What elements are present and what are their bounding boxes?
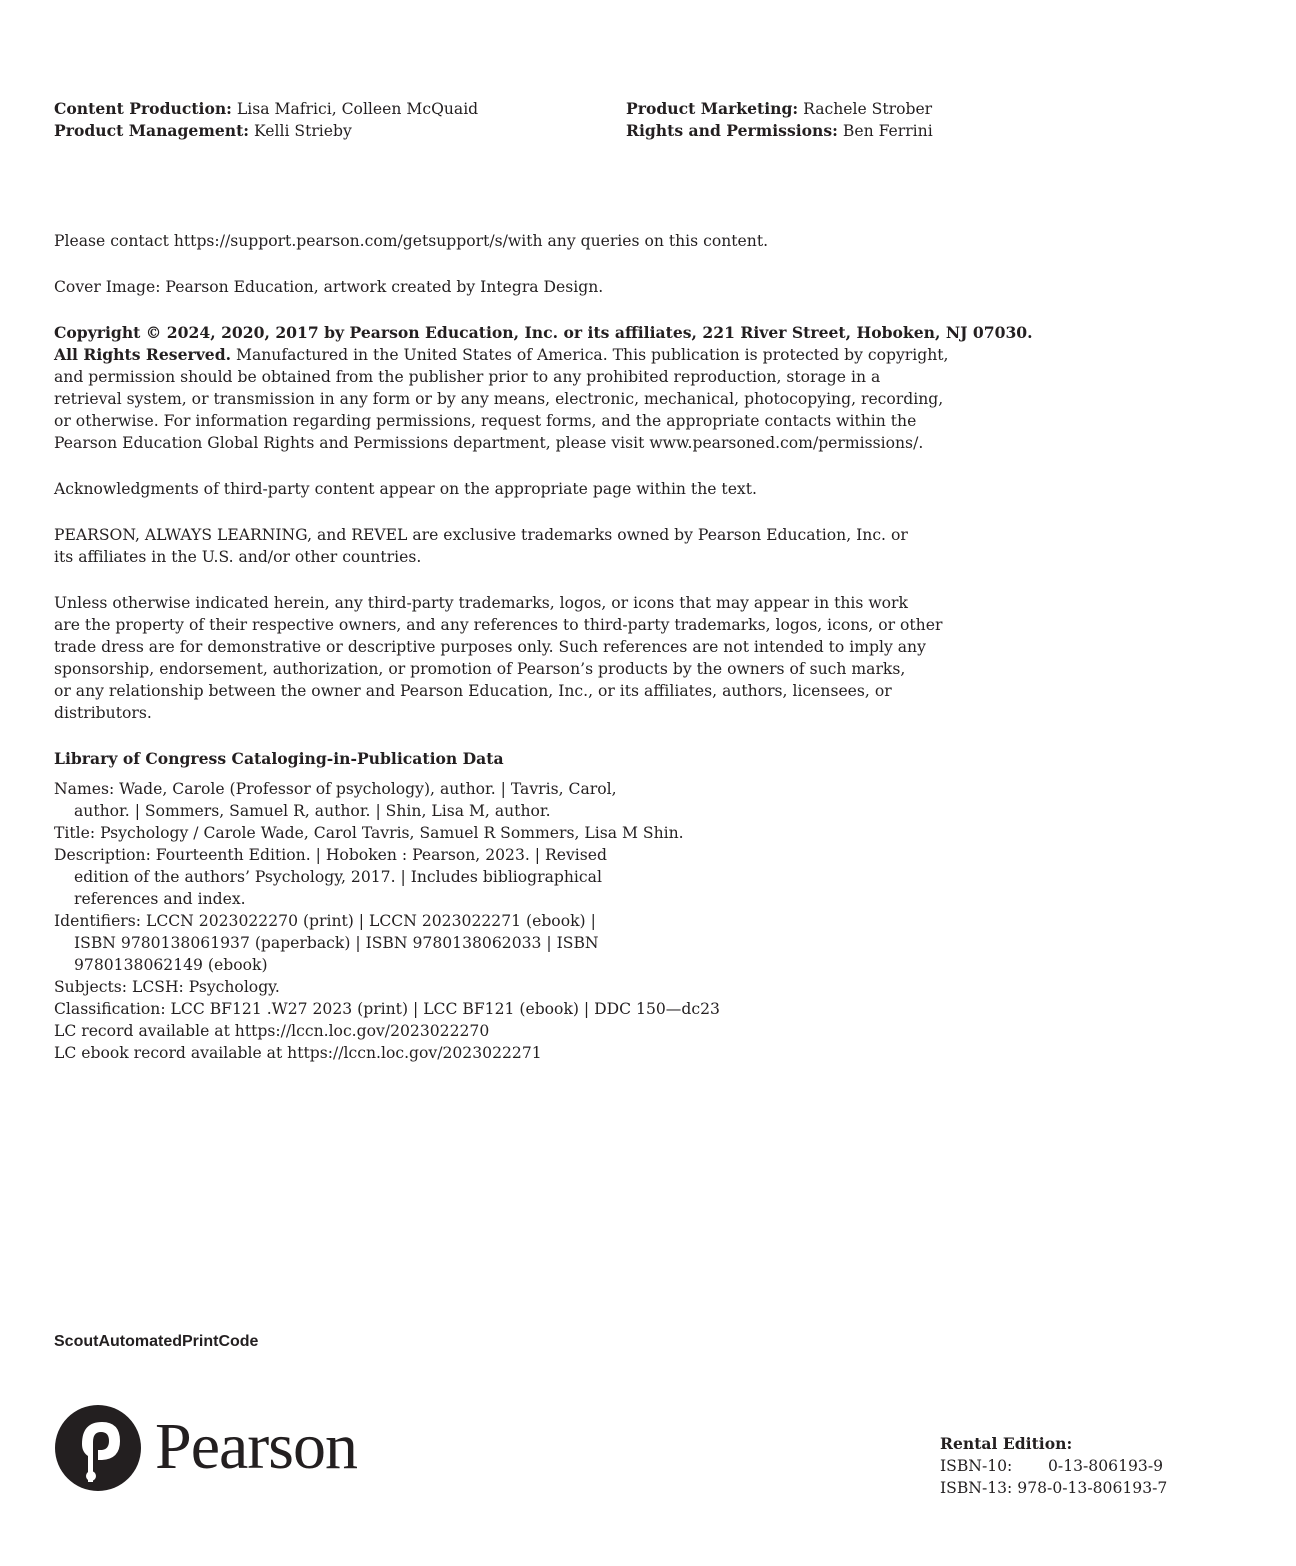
cip-line: Subjects: LCSH: Psychology. xyxy=(54,978,280,996)
contact-paragraph: Please contact https://support.pearson.com/getsupport/s/with any queries on this content. xyxy=(54,232,769,250)
pearson-p-icon xyxy=(54,1400,142,1496)
cip-line: author. | Sommers, Samuel R, author. | Shin, Lisa M, author. xyxy=(74,802,551,820)
cip-line: Identifiers: LCCN 2023022270 (print) | LCCN 2023022271 (ebook) | xyxy=(54,912,596,930)
cip-heading: Library of Congress Cataloging-in-Publication Data xyxy=(54,749,504,768)
credit-content-production: Content Production: Lisa Mafrici, Colleen McQuaid xyxy=(54,99,479,118)
acknowledgments-paragraph: Acknowledgments of third-party content appear on the appropriate page within the text. xyxy=(54,480,757,498)
trademarks-paragraph: PEARSON, ALWAYS LEARNING, and REVEL are exclusive trademarks owned by Pearson Education, Inc. or its affiliates in the U.S. and/or other countries. xyxy=(54,526,908,566)
cip-line: references and index. xyxy=(74,890,246,908)
cip-line: LC ebook record available at https://lccn.loc.gov/2023022271 xyxy=(54,1044,542,1062)
isbn13-row: ISBN-13: 978-0-13-806193-7 xyxy=(940,1479,1168,1497)
rental-edition xyxy=(940,1433,1167,1499)
cip-data xyxy=(54,778,774,1064)
pearson-logo xyxy=(54,1400,374,1496)
third-party-paragraph: Unless otherwise indicated herein, any third-party trademarks, logos, or icons that may appear in this work are the property of their respective owners, and any references to third-party trademarks, logos, icons, or other trade dress are for demonstrative or descriptive purposes only. Such references are not intended to imply any sponsorship, endorsement, authorization, or promotion of Pearson’s products by the owners of such marks, or any relationship between the owner and Pearson Education, Inc., or its affiliates, authors, licensees, or distributors. xyxy=(54,594,943,722)
credits-left xyxy=(54,98,478,142)
credit-rights-permissions: Rights and Permissions: Ben Ferrini xyxy=(626,121,933,140)
print-code: ScoutAutomatedPrintCode xyxy=(54,1333,259,1350)
cip-line: Names: Wade, Carole (Professor of psychology), author. | Tavris, Carol, xyxy=(54,780,617,798)
rights-reserved-line: All Rights Reserved. Manufactured in the United States of America. This publication is protected by copyright, xyxy=(54,345,949,364)
isbn10-row: ISBN-10: 0-13-806193-9 xyxy=(940,1457,1164,1475)
credit-product-management: Product Management: Kelli Strieby xyxy=(54,121,352,140)
cip-line: Classification: LCC BF121 .W27 2023 (print) | LCC BF121 (ebook) | DDC 150—dc23 xyxy=(54,1000,720,1018)
cip-line: LC record available at https://lccn.loc.gov/2023022270 xyxy=(54,1022,490,1040)
credits-right xyxy=(626,98,933,142)
cip-line: Description: Fourteenth Edition. | Hoboken : Pearson, 2023. | Revised xyxy=(54,846,607,864)
cip-line: ISBN 9780138061937 (paperback) | ISBN 9780138062033 | ISBN xyxy=(74,934,599,952)
pearson-wordmark: Pearson xyxy=(155,1410,357,1483)
rental-title: Rental Edition: xyxy=(940,1434,1073,1453)
cover-image-paragraph: Cover Image: Pearson Education, artwork created by Integra Design. xyxy=(54,278,604,296)
cip-line: 9780138062149 (ebook) xyxy=(74,956,268,974)
cip-line: Title: Psychology / Carole Wade, Carol Tavris, Samuel R Sommers, Lisa M Shin. xyxy=(54,824,684,842)
credit-product-marketing: Product Marketing: Rachele Strober xyxy=(626,99,933,118)
copyright-paragraph: Copyright © 2024, 2020, 2017 by Pearson Education, Inc. or its affiliates, 221 River Street, Hoboken, NJ 07030. All Rights Reserved. Manufactured in the United States of America. This publication is protected by copyright, and permission should be obtained from the publisher prior to any prohibited reproduction, storage in a retrieval system, or transmission in any form or by any means, electronic, mechanical, photocopying, recording, or otherwise. For information regarding permissions, request forms, and the appropriate contacts within the Pearson Education Global Rights and Permissions department, please visit www.pearsoned.com/permissions/. xyxy=(54,322,1054,454)
copyright-line: Copyright © 2024, 2020, 2017 by Pearson Education, Inc. or its affiliates, 221 River Street, Hoboken, NJ 07030. xyxy=(54,323,1033,342)
cip-line: edition of the authors’ Psychology, 2017. | Includes bibliographical xyxy=(74,868,602,886)
